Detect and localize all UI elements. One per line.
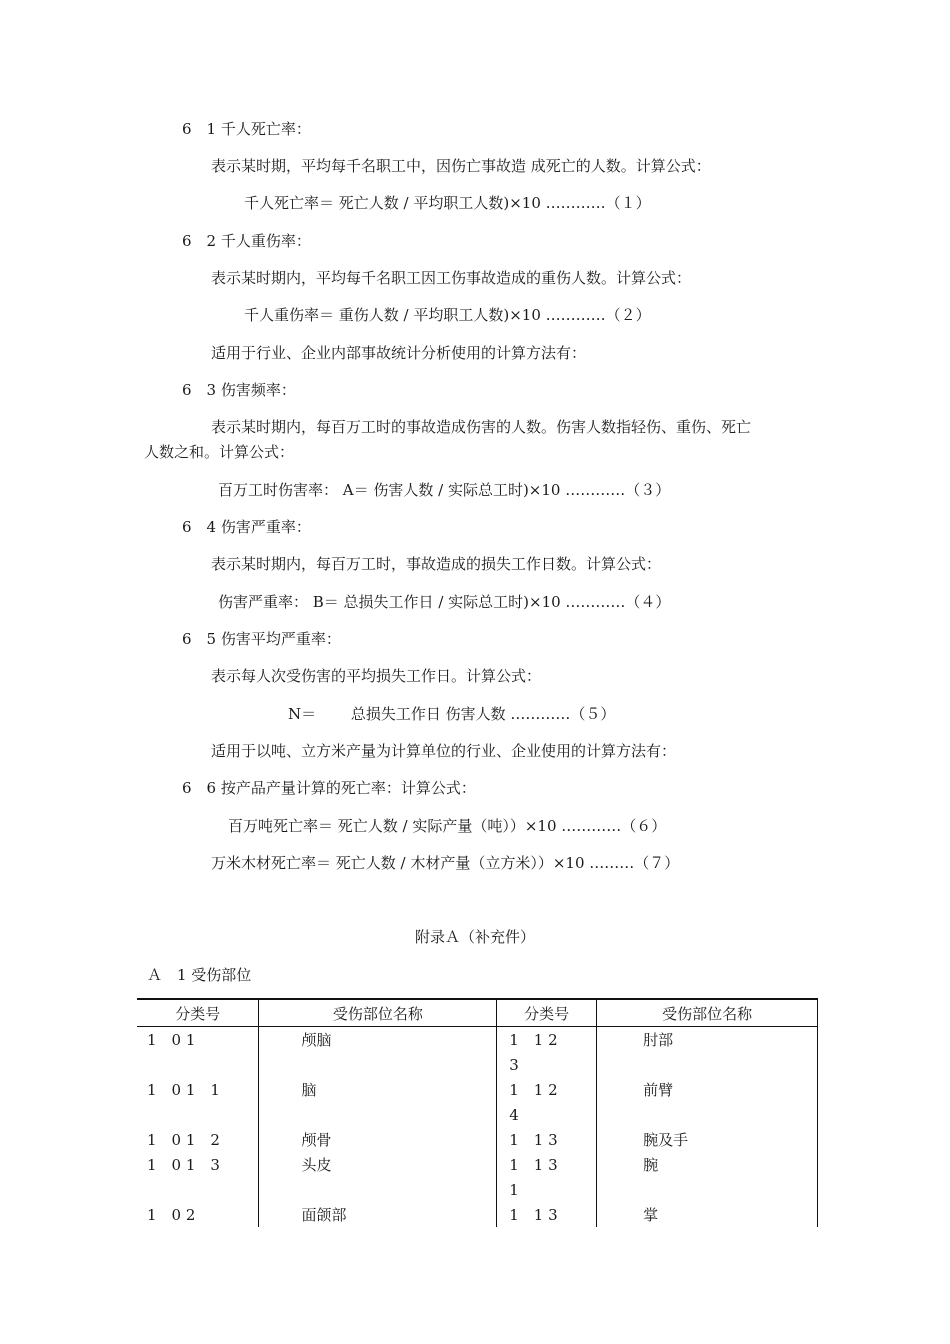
code-cell: 1 0 1 1 [137, 1077, 259, 1102]
code-cell: 1 0 1 [137, 1027, 259, 1053]
formula: 千人死亡率＝ 死亡人数 / 平均职工人数)×10 …………（１） [244, 194, 651, 212]
code-cell [137, 1102, 259, 1127]
column-header: 受伤部位名称 [259, 999, 497, 1027]
code-cell: 1 0 1 2 [137, 1127, 259, 1152]
section-description: 表示某时期内，每百万工时的事故造成伤害的人数。伤害人数指轻伤、重伤、死亡 [211, 418, 752, 436]
section-heading: 6 2 千人重伤率： [182, 232, 311, 250]
name-cell: 颅脑 [259, 1027, 497, 1053]
code-cell [137, 1177, 259, 1202]
code-cell: 1 [497, 1177, 597, 1202]
table-row [137, 1077, 818, 1102]
section-description-cont: 人数之和。计算公式： [144, 443, 295, 461]
formula: N＝ 总损失工作日 伤害人数 …………（５） [288, 705, 616, 723]
name-cell [597, 1102, 818, 1127]
code-cell: 3 [497, 1052, 597, 1077]
name-cell [597, 1177, 818, 1202]
code-cell: 1 0 2 [137, 1202, 259, 1227]
usage-note: 适用于行业、企业内部事故统计分析使用的计算方法有： [211, 344, 587, 362]
name-cell: 肘部 [597, 1027, 818, 1053]
code-cell: 1 0 1 3 [137, 1152, 259, 1177]
section-description: 表示某时期内，平均每千名职工因工伤事故造成的重伤人数。计算公式： [211, 269, 692, 287]
table-row [137, 1027, 818, 1053]
column-header: 受伤部位名称 [597, 999, 818, 1027]
code-cell: 1 1 2 [497, 1077, 597, 1102]
name-cell: 腕 [597, 1152, 818, 1177]
name-cell: 掌 [597, 1202, 818, 1227]
table-row [137, 1202, 818, 1227]
section-heading: 6 4 伤害严重率： [182, 518, 311, 536]
section-description: 表示某时期内，每百万工时，事故造成的损失工作日数。计算公式： [211, 555, 662, 573]
appendix-title: 附录Ａ（补充件） [414, 928, 535, 946]
column-header: 分类号 [137, 999, 259, 1027]
formula: 伤害严重率： B＝ 总损失工作日 / 实际总工时)×10 …………（４） [218, 593, 671, 611]
code-cell: 1 1 2 [497, 1027, 597, 1053]
code-cell: 1 1 3 [497, 1152, 597, 1177]
section-heading: 6 1 千人死亡率： [182, 120, 311, 138]
appendix-subtitle: Ａ 1 受伤部位 [147, 966, 252, 984]
section-heading: 6 6 按产品产量计算的死亡率：计算公式： [182, 779, 476, 797]
name-cell: 颅骨 [259, 1127, 497, 1152]
code-cell: 1 1 3 [497, 1127, 597, 1152]
formula: 千人重伤率＝ 重伤人数 / 平均职工人数)×10 …………（２） [244, 306, 651, 324]
formula: 百万吨死亡率＝ 死亡人数 / 实际产量（吨））×10 …………（６） [228, 817, 667, 835]
table-header-row [137, 999, 818, 1027]
code-cell: 1 1 3 [497, 1202, 597, 1227]
section-heading: 6 5 伤害平均严重率： [182, 630, 341, 648]
column-header: 分类号 [497, 999, 597, 1027]
section-heading: 6 3 伤害频率： [182, 381, 296, 399]
section-description: 表示某时期，平均每千名职工中，因伤亡事故造 成死亡的人数。计算公式： [211, 157, 711, 175]
name-cell: 脑 [259, 1077, 497, 1102]
name-cell: 头皮 [259, 1152, 497, 1177]
table-row [137, 1052, 818, 1077]
table-row [137, 1152, 818, 1177]
table-row [137, 1177, 818, 1202]
name-cell [259, 1102, 497, 1127]
code-cell [137, 1052, 259, 1077]
name-cell [259, 1177, 497, 1202]
code-cell: 4 [497, 1102, 597, 1127]
name-cell: 面颌部 [259, 1202, 497, 1227]
injury-parts-table [137, 998, 818, 1227]
table-row [137, 1127, 818, 1152]
name-cell: 前臂 [597, 1077, 818, 1102]
formula: 百万工时伤害率： A＝ 伤害人数 / 实际总工时)×10 …………（３） [218, 481, 671, 499]
formula: 万米木材死亡率＝ 死亡人数 / 木材产量（立方米））×10 ………（７） [211, 854, 680, 872]
name-cell [597, 1052, 818, 1077]
section-description: 表示每人次受伤害的平均损失工作日。计算公式： [211, 667, 542, 685]
table-row [137, 1102, 818, 1127]
usage-note: 适用于以吨、立方米产量为计算单位的行业、企业使用的计算方法有： [211, 742, 677, 760]
name-cell: 腕及手 [597, 1127, 818, 1152]
name-cell [259, 1052, 497, 1077]
